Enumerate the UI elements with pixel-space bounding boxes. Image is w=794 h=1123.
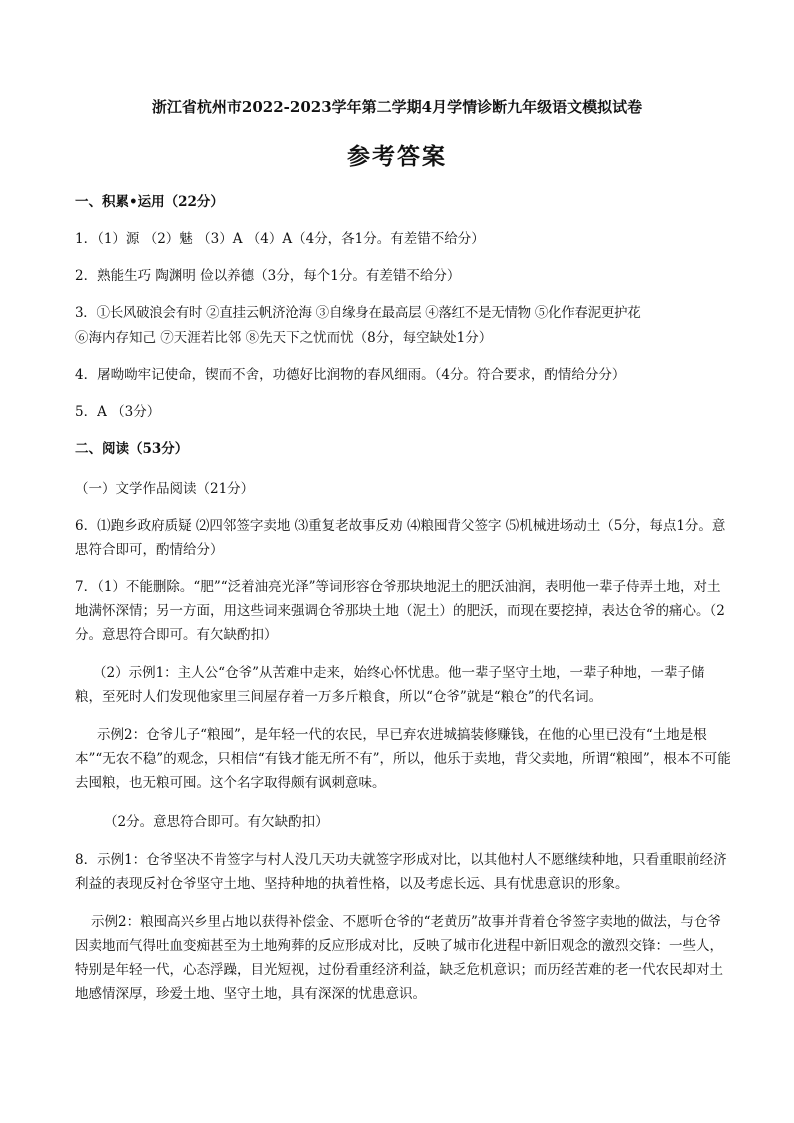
- answer-q8-example1: 8．示例1：仓爷坚决不肯签字与村人没几天功夫就签字形成对比，以其他村人不愿继续种地，只看重眼前经济利益的表现反衬仓爷坚守土地、坚持种地的执着性格，以及考虑长远、具有忧患意识的形象。: [75, 852, 727, 892]
- subsection-literary-reading: （一）文学作品阅读（21分）: [75, 481, 255, 497]
- section-2-heading: 二、阅读（53分）: [75, 441, 189, 457]
- answer-q7-part2-example2: 示例2：仓爷儿子“粮囤”，是年轻一代的农民，早已弃农进城搞装修赚钱，在他的心里已没有“土地是根本”“无农不稳”的观念，只相信“有钱才能无所不有”，所以，他乐于卖地，背父卖地，所谓“粮囤”，根本不可能去囤粮，也无粮可囤。这个名字取得颇有讽刺意味。: [75, 727, 731, 791]
- answer-q7-part2-example1: （2）示例1：主人公“仓爷”从苦难中走来，始终心怀忧患。他一辈子坚守土地，一辈子种地，一辈子储粮，至死时人们发现他家里三间屋存着一万多斤粮食，所以“仓爷”就是“粮仓”的代名词。: [75, 665, 705, 705]
- section-1-heading: 一、积累•运用（22分）: [75, 194, 224, 210]
- exam-title: 浙江省杭州市2022-2023学年第二学期4月学情诊断九年级语文模拟试卷: [151, 98, 643, 116]
- answer-q3-line2: ⑥海内存知己 ⑦天涯若比邻 ⑧先天下之忧而忧（8分，每空缺处1分）: [75, 330, 493, 346]
- answer-q5: 5．A （3分）: [75, 404, 161, 420]
- answer-q1: 1．（1）源 （2）魅 （3）A （4）A（4分，各1分。有差错不给分）: [75, 231, 485, 247]
- answer-q2: 2．熟能生巧 陶渊明 俭以养德（3分，每个1分。有差错不给分）: [75, 268, 461, 284]
- answer-q8-example2: 示例2：粮囤高兴乡里占地以获得补偿金、不愿听仓爷的“老黄历”故事并背着仓爷签字卖地的做法，与仓爷因卖地而气得吐血变痴甚至为土地殉葬的反应形成对比，反映了城市化进程中新旧观念的激烈交锋：一些人，特别是年轻一代，心态浮躁，目光短视，过份看重经济利益，缺乏危机意识；而历经苦难的老一代农民却对土地感情深厚，珍爱土地、坚守土地，具有深深的忧患意识。: [75, 914, 723, 1002]
- answer-q7-part1: 7．（1）不能删除。“肥”“泛着油亮光泽”等词形容仓爷那块地泥土的肥沃油润，表明他一辈子侍弄土地，对土地满怀深情；另一方面，用这些词来强调仓爷那块土地（泥土）的肥沃，而现在要挖掉，表达仓爷的痛心。（2分。意思符合即可。有欠缺酌扣）: [75, 579, 725, 643]
- answer-q4: 4．屠呦呦牢记使命，锲而不舍，功德好比润物的春风细雨。（4分。符合要求，酌情给分分）: [75, 367, 626, 383]
- answer-key-heading: 参考答案: [347, 143, 447, 170]
- answer-q3-line1: 3．①长风破浪会有时 ②直挂云帆济沧海 ③自缘身在最高层 ④落红不是无情物 ⑤化作春泥更护花: [75, 305, 641, 321]
- answer-q6: 6．⑴跑乡政府质疑 ⑵四邻签字卖地 ⑶重复老故事反劝 ⑷粮囤背父签字 ⑸机械进场动土（5分，每点1分。意思符合即可，酌情给分）: [75, 518, 726, 558]
- answer-q7-scoring: （2分。意思符合即可。有欠缺酌扣）: [104, 814, 329, 830]
